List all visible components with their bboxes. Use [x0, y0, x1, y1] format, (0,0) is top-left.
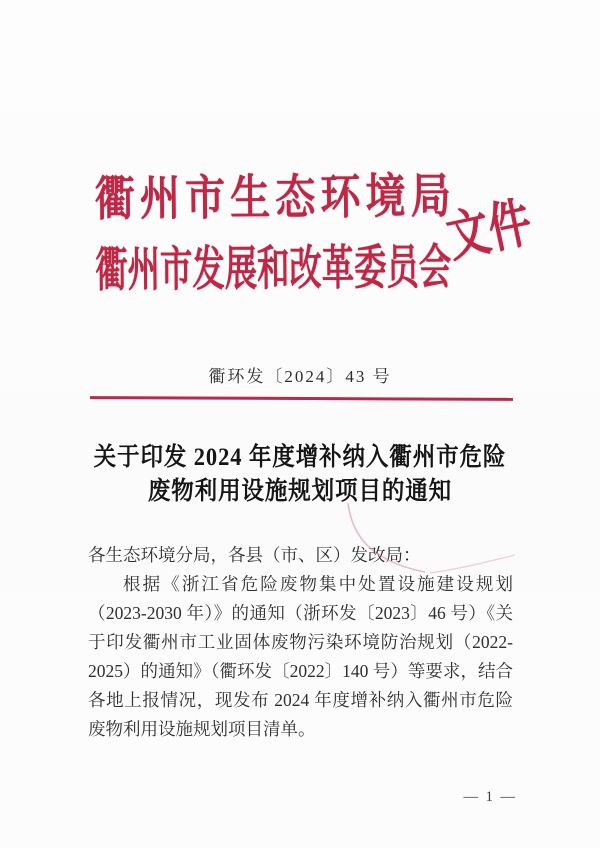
document-title-line2: 废物利用设施规划项目的通知 [147, 478, 453, 505]
salutation: 各生态环境分局，各县（市、区）发改局： [88, 545, 421, 565]
document-title-line1: 关于印发 2024 年度增补纳入衢州市危险 [93, 444, 507, 471]
document-title [30, 441, 570, 509]
doc-type-label: 文件 [441, 192, 537, 269]
body-paragraph: 根据《浙江省危险废物集中处置设施建设规划（2023-2030 年）》的通知（浙环发〔2023〕46 号）《关于印发衢州市工业固体废物污染环境防治规划（2022-2025）的通知》（衢环发〔2022〕140 号）等要求，结合各地上报情况，现发布 2024 年度增补纳入衢州市危险废物利用设施规划项目清单。 [88, 574, 513, 739]
agency-name-line2: 衢州市发展和改革委员会 [95, 241, 452, 298]
document-body [88, 541, 513, 744]
page-number: — 1 — [463, 789, 517, 805]
doc-number: 衢环发〔2024〕43 号 [208, 367, 392, 386]
red-divider-rule [90, 396, 513, 401]
agency-name-line1: 衢州市生态环境局 [94, 170, 457, 227]
